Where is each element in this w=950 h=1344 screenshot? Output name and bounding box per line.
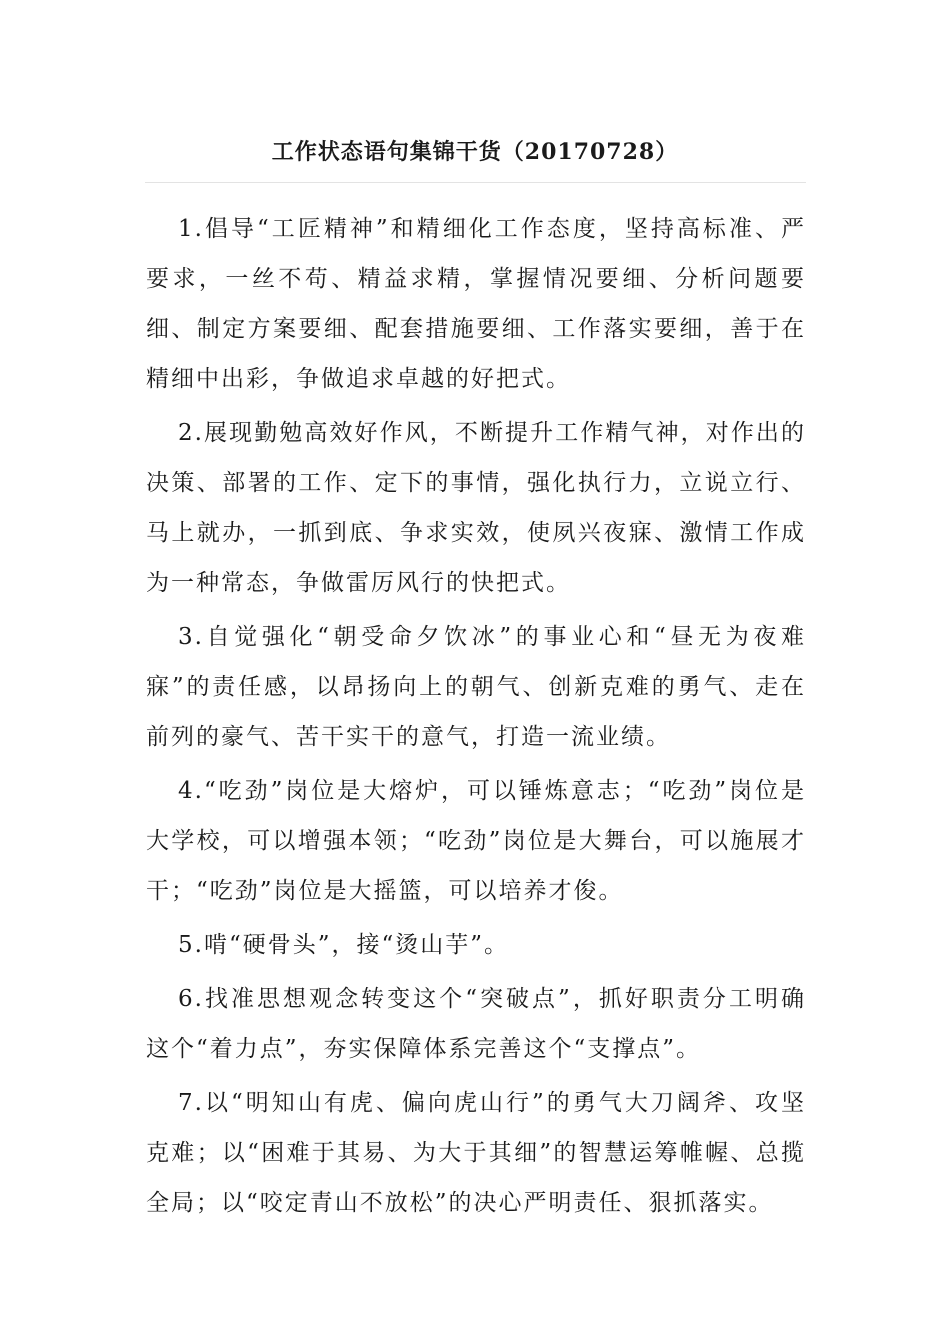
document-title: 工作状态语句集锦干货（20170728） (271, 139, 679, 165)
document-body (146, 204, 806, 1232)
paragraph-3: 3.自觉强化“朝受命夕饮冰”的事业心和“昼无为夜难寐”的责任感，以昂扬向上的朝气、创新克难的勇气、走在前列的豪气、苦干实干的意气，打造一流业绩。 (146, 624, 806, 750)
title-divider (145, 182, 806, 183)
paragraph-2: 2.展现勤勉高效好作风，不断提升工作精气神，对作出的决策、部署的工作、定下的事情，强化执行力，立说立行、马上就办，一抓到底、争求实效，使夙兴夜寐、激情工作成为一种常态，争做雷厉风行的快把式。 (146, 420, 806, 596)
paragraph-6: 6.找准思想观念转变这个“突破点”，抓好职责分工明确这个“着力点”，夯实保障体系完善这个“支撑点”。 (146, 986, 806, 1062)
paragraph-7: 7.以“明知山有虎、偏向虎山行”的勇气大刀阔斧、攻坚克难；以“困难于其易、为大于其细”的智慧运筹帷幄、总揽全局；以“咬定青山不放松”的决心严明责任、狠抓落实。 (146, 1090, 806, 1216)
paragraph-1: 1.倡导“工匠精神”和精细化工作态度，坚持高标准、严要求，一丝不苟、精益求精，掌握情况要细、分析问题要细、制定方案要细、配套措施要细、工作落实要细，善于在精细中出彩，争做追求卓越的好把式。 (146, 216, 806, 392)
paragraph-4: 4.“吃劲”岗位是大熔炉，可以锤炼意志；“吃劲”岗位是大学校，可以增强本领；“吃劲”岗位是大舞台，可以施展才干；“吃劲”岗位是大摇篮，可以培养才俊。 (146, 778, 806, 904)
paragraph-5: 5.啃“硬骨头”，接“烫山芋”。 (178, 932, 509, 958)
